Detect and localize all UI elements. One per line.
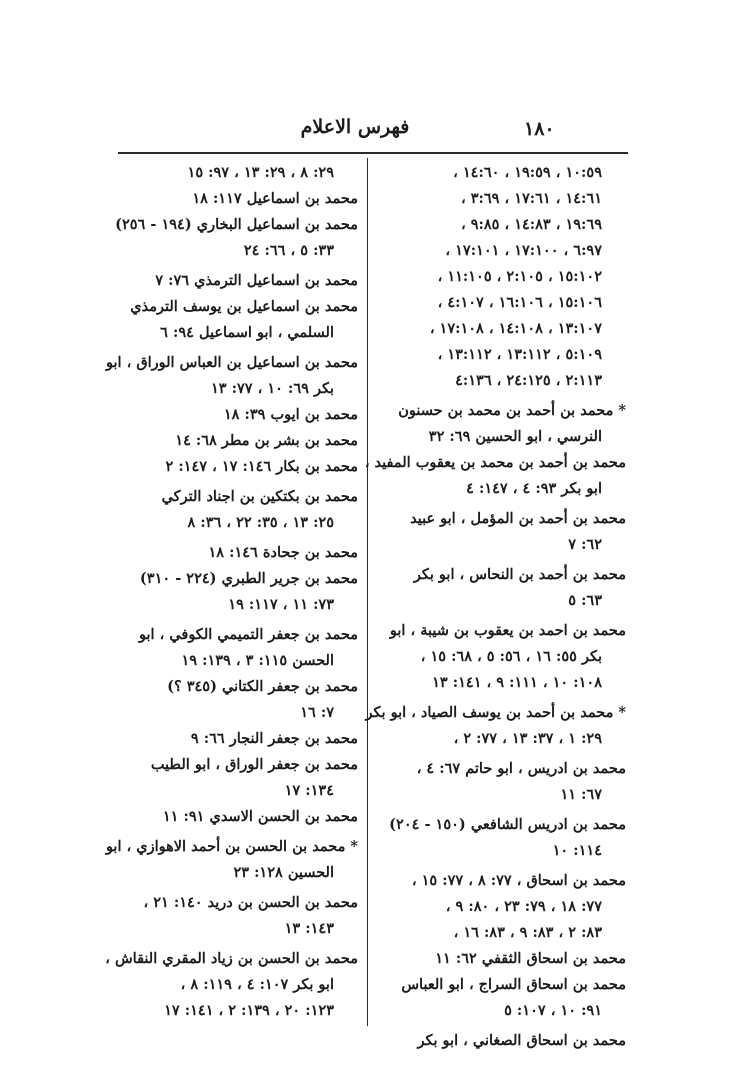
index-continuation-line: ٦٢: ٧ xyxy=(568,536,602,553)
page-number: ١٨٠ xyxy=(524,118,555,140)
index-entry: محمد بن أحمد بن المؤمل ، ابو عبيد xyxy=(410,510,626,527)
index-continuation-line: النرسي ، ابو الحسين ٦٩: ٣٢ xyxy=(428,428,602,445)
index-continuation-line: الحسن ١١٥: ٣ ، ١٣٩: ١٩ xyxy=(181,652,334,669)
index-entry: محمد بن اسحاق الصغاني ، ابو بكر xyxy=(417,1032,626,1049)
index-continuation-line: ٣٣: ٥ ، ٦٦: ٢٤ xyxy=(243,242,334,259)
header-rule xyxy=(118,152,628,154)
index-entry: محمد بن اسماعيل الترمذي ٧٦: ٧ xyxy=(155,272,358,289)
index-continuation-line: ١٠:٥٩ ، ١٩:٥٩ ، ١٤:٦٠ ، xyxy=(453,164,602,181)
index-entry: محمد بن جعفر التميمي الكوفي ، ابو xyxy=(138,626,358,643)
index-entry: محمد بن بكار ١٤٦: ١٧ ، ١٤٧: ٢ xyxy=(165,458,358,475)
index-continuation-line: ابو بكر ١٠٧: ٤ ، ١١٩: ٨ ، xyxy=(180,976,334,993)
index-continuation-line: ٢٥: ١٣ ، ٣٥: ٢٢ ، ٣٦: ٨ xyxy=(187,514,334,531)
index-continuation-line: ١٢٣: ٢٠ ، ١٣٩: ٢ ، ١٤١: ١٧ xyxy=(164,1002,334,1019)
index-entry: محمد بن ايوب ٣٩: ١٨ xyxy=(223,406,358,423)
index-entry: محمد بن جعفر الوراق ، ابو الطيب xyxy=(150,756,358,773)
index-continuation-line: ٧٧: ١٨ ، ٧٩: ٢٣ ، ٨٠: ٩ ، xyxy=(445,898,602,915)
index-continuation-line: ١٠٨: ١٠ ، ١١١: ٩ ، ١٤١: ١٣ xyxy=(432,674,602,691)
index-entry: محمد بن اسماعيل ١١٧: ١٨ xyxy=(192,190,358,207)
index-entry: محمد بن الحسن بن زياد المقري النقاش ، xyxy=(105,950,358,967)
index-entry: * محمد بن الحسن بن أحمد الاهوازي ، ابو xyxy=(105,838,358,855)
index-entry: محمد بن اسماعيل بن العباس الوراق ، ابو xyxy=(106,354,358,371)
index-entry: محمد بن جرير الطبري (٢٢٤ - ٣١٠) xyxy=(139,570,358,587)
index-entry: محمد بن اسحاق ، ٧٧: ٨ ، ٧٧: ١٥ ، xyxy=(411,872,626,889)
index-continuation-line: ٥:١٠٩ ، ١٣:١١٢ ، ١٣:١١٢ ، xyxy=(437,346,602,363)
index-continuation-line: ٢:١١٣ ، ٢٤:١٢٥ ، ٤:١٣٦ xyxy=(455,372,602,389)
index-continuation-line: بكر ٦٩: ١٠ ، ٧٧: ١٣ xyxy=(211,380,334,397)
index-entry: محمد بن جعفر الكتاني (٣٤٥ ؟) xyxy=(167,678,358,695)
index-entry: محمد بن الحسن الاسدي ٩١: ١١ xyxy=(162,808,358,825)
index-continuation-line: ٦٣: ٥ xyxy=(568,592,602,609)
index-continuation-line: ١٣٤: ١٧ xyxy=(284,782,334,799)
index-continuation-line: ٢٩: ١ ، ٣٧: ١٣ ، ٧٧: ٢ ، xyxy=(453,730,602,747)
index-continuation-line: ١٤٣: ١٣ xyxy=(284,920,334,937)
index-continuation-line: بكر ٥٥: ١٦ ، ٥٦: ٥ ، ٦٨: ١٥ ، xyxy=(420,648,602,665)
index-entry: محمد بن جحادة ١٤٦: ١٨ xyxy=(208,544,358,561)
index-entry: محمد بن بكتكين بن اجناد التركي xyxy=(161,488,358,505)
index-entry: محمد بن ادريس الشافعي (١٥٠ - ٢٠٤) xyxy=(389,816,626,833)
index-continuation-line: السلمي ، ابو اسماعيل ٩٤: ٦ xyxy=(160,324,334,341)
index-continuation-line: ابو بكر ٩٣: ٤ ، ١٤٧: ٤ xyxy=(466,480,602,497)
index-entry: محمد بن أحمد بن محمد بن يعقوب المفيد ، xyxy=(364,454,626,471)
index-entry: محمد بن جعفر النجار ٦٦: ٩ xyxy=(190,730,358,747)
index-entry: محمد بن احمد بن يعقوب بن شيبة ، ابو xyxy=(389,622,626,639)
page-title: فهرس الاعلام xyxy=(300,116,410,138)
index-continuation-line: ١٣:١٠٧ ، ١٤:١٠٨ ، ١٧:١٠٨ ، xyxy=(429,320,602,337)
index-continuation-line: ٦:٩٧ ، ١٧:١٠٠ ، ١٧:١٠١ ، xyxy=(445,242,602,259)
index-continuation-line: ٧٣: ١١ ، ١١٧: ١٩ xyxy=(228,596,334,613)
index-continuation-line: ٧: ١٦ xyxy=(300,704,334,721)
index-entry: محمد بن اسماعيل البخاري (١٩٤ - ٢٥٦) xyxy=(115,216,358,233)
column-divider xyxy=(367,158,368,1026)
index-continuation-line: ١٩:٦٩ ، ١٤:٨٣ ، ٩:٨٥ ، xyxy=(460,216,602,233)
index-entry: * محمد بن أحمد بن يوسف الصياد ، ابو بكر xyxy=(365,704,626,721)
index-entry: محمد بن اسماعيل بن يوسف الترمذي xyxy=(130,298,358,315)
index-continuation-line: ١٥:١٠٦ ، ١٦:١٠٦ ، ٤:١٠٧ ، xyxy=(437,294,602,311)
index-entry: محمد بن اسحاق الثقفي ٦٢: ١١ xyxy=(435,950,626,967)
index-continuation-line: ٢٩: ٨ ، ٢٩: ١٣ ، ٩٧: ١٥ xyxy=(187,164,334,181)
index-entry: محمد بن ادريس ، ابو حاتم ٦٧: ٤ ، xyxy=(416,760,626,777)
index-entry: محمد بن اسحاق السراج ، ابو العباس xyxy=(401,976,626,993)
index-entry: * محمد بن أحمد بن محمد بن حسنون xyxy=(398,402,626,419)
index-entry: محمد بن أحمد بن النحاس ، ابو بكر xyxy=(413,566,626,583)
index-continuation-line: ٨٣: ٢ ، ٨٣: ٩ ، ٨٣: ١٦ ، xyxy=(453,924,602,941)
index-continuation-line: ١٥:١٠٢ ، ٢:١٠٥ ، ١١:١٠٥ ، xyxy=(437,268,602,285)
index-continuation-line: ٦٧: ١١ xyxy=(560,786,602,803)
index-continuation-line: ١٤:٦١ ، ١٧:٦١ ، ٣:٦٩ ، xyxy=(460,190,602,207)
left-column xyxy=(105,160,358,1024)
index-continuation-line: ١١٤: ١٠ xyxy=(552,842,602,859)
index-entry: محمد بن الحسن بن دريد ١٤٠: ٢١ ، xyxy=(143,894,358,911)
index-continuation-line: الحسين ١٢٨: ٢٣ xyxy=(233,864,334,881)
index-entry: محمد بن بشر بن مطر ٦٨: ١٤ xyxy=(175,432,358,449)
index-continuation-line: ٩١: ١٠ ، ١٠٧: ٥ xyxy=(504,1002,602,1019)
right-column xyxy=(364,160,626,1054)
